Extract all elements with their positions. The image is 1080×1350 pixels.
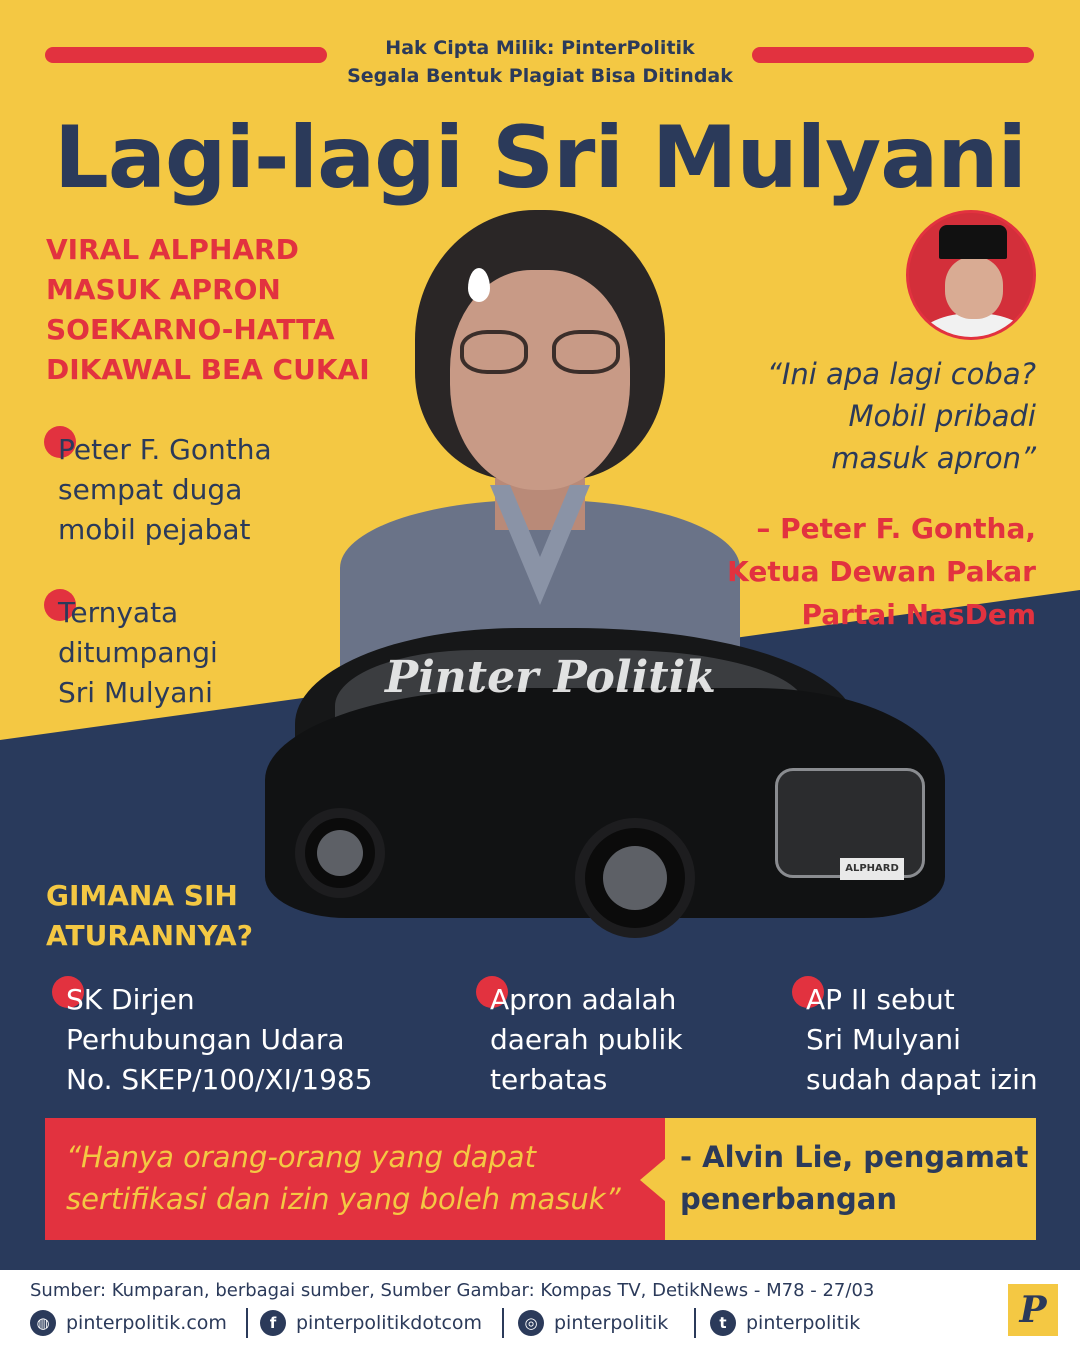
attribution-line: – Peter F. Gontha, bbox=[756, 512, 1036, 545]
gontha-quote bbox=[700, 353, 1036, 479]
twitter-label: pinterpolitik bbox=[746, 1312, 861, 1334]
headline-line-1: VIRAL ALPHARD bbox=[46, 233, 299, 266]
website-label: pinterpolitik.com bbox=[66, 1312, 227, 1334]
source-credits: Sumber: Kumparan, berbagai sumber, Sumber Gambar: Kompas TV, DetikNews - M78 - 27/03 bbox=[30, 1280, 875, 1301]
copyright-notice bbox=[330, 34, 750, 90]
bullet-line: Perhubungan Udara bbox=[66, 1023, 345, 1056]
face bbox=[450, 270, 630, 490]
globe-icon: ◍ bbox=[30, 1310, 56, 1336]
facebook-label: pinterpolitikdotcom bbox=[296, 1312, 483, 1334]
pinterpolitik-logo: P bbox=[1008, 1284, 1058, 1336]
bullet-line: Peter F. Gontha bbox=[58, 433, 272, 466]
bullet-apron-public-area bbox=[490, 980, 683, 1100]
header-rule-left bbox=[45, 47, 327, 63]
quote-line: “Ini apa lagi coba? bbox=[766, 357, 1036, 391]
bullet-line: SK Dirjen bbox=[66, 983, 195, 1016]
watermark: Pinter Politik bbox=[385, 652, 716, 703]
peter-gontha-portrait bbox=[906, 210, 1036, 340]
bullet-line: sudah dapat izin bbox=[806, 1063, 1038, 1096]
footer-divider bbox=[246, 1308, 248, 1338]
attribution-line: - Alvin Lie, pengamat bbox=[680, 1140, 1029, 1174]
bullet-gontha-guess bbox=[58, 430, 272, 550]
facebook-icon: f bbox=[260, 1310, 286, 1336]
quote-line: Mobil pribadi bbox=[848, 399, 1036, 433]
car-plate: ALPHARD bbox=[840, 858, 904, 880]
attribution-line: Ketua Dewan Pakar bbox=[727, 555, 1036, 588]
headline-line-2: MASUK APRON bbox=[46, 273, 281, 306]
copyright-line-2: Segala Bentuk Plagiat Bisa Ditindak bbox=[347, 65, 733, 87]
footer-divider bbox=[502, 1308, 504, 1338]
facebook-link[interactable] bbox=[260, 1310, 482, 1336]
glasses bbox=[460, 330, 620, 380]
copyright-line-1: Hak Cipta Milik: PinterPolitik bbox=[385, 37, 695, 59]
quote-line: “Hanya orang-orang yang dapat bbox=[66, 1140, 536, 1174]
bullet-line: daerah publik bbox=[490, 1023, 683, 1056]
attribution-line: penerbangan bbox=[680, 1182, 897, 1216]
footer-divider bbox=[694, 1308, 696, 1338]
bullet-line: AP II sebut bbox=[806, 983, 955, 1016]
quote-line: masuk apron” bbox=[831, 441, 1036, 475]
twitter-link[interactable] bbox=[710, 1310, 860, 1336]
bullet-ap-ii-permit bbox=[806, 980, 1038, 1100]
quote-line: sertifikasi dan izin yang boleh masuk” bbox=[66, 1182, 621, 1216]
sweat-drop-icon bbox=[468, 268, 490, 302]
alvin-lie-attribution bbox=[680, 1136, 1030, 1220]
instagram-link[interactable] bbox=[518, 1310, 668, 1336]
attribution-line: Partai NasDem bbox=[801, 598, 1036, 631]
bullet-line: ditumpangi bbox=[58, 636, 218, 669]
page-title: Lagi-lagi Sri Mulyani bbox=[54, 108, 1026, 208]
subhead-line: ATURANNYA? bbox=[46, 919, 253, 952]
header-rule-right bbox=[752, 47, 1034, 63]
bullet-line: Sri Mulyani bbox=[806, 1023, 961, 1056]
bullet-line: Apron adalah bbox=[490, 983, 677, 1016]
headline bbox=[46, 230, 426, 390]
subhead-line: GIMANA SIH bbox=[46, 879, 238, 912]
headline-line-3: SOEKARNO-HATTA bbox=[46, 313, 335, 346]
bullet-line: Sri Mulyani bbox=[58, 676, 213, 709]
bullet-ridden-by-sri-mulyani bbox=[58, 593, 218, 713]
bullet-line: No. SKEP/100/XI/1985 bbox=[66, 1063, 373, 1096]
bullet-line: terbatas bbox=[490, 1063, 608, 1096]
instagram-icon: ◎ bbox=[518, 1310, 544, 1336]
bullet-line: sempat duga bbox=[58, 473, 243, 506]
rules-subhead bbox=[46, 876, 346, 956]
bullet-sk-dirjen bbox=[66, 980, 373, 1100]
twitter-icon: t bbox=[710, 1310, 736, 1336]
instagram-label: pinterpolitik bbox=[554, 1312, 669, 1334]
car-wheel bbox=[575, 818, 695, 938]
website-link[interactable] bbox=[30, 1310, 227, 1336]
bullet-line: mobil pejabat bbox=[58, 513, 251, 546]
gontha-attribution bbox=[680, 507, 1036, 636]
alvin-lie-quote bbox=[66, 1136, 646, 1220]
headline-line-4: DIKAWAL BEA CUKAI bbox=[46, 353, 370, 386]
bullet-line: Ternyata bbox=[58, 596, 179, 629]
